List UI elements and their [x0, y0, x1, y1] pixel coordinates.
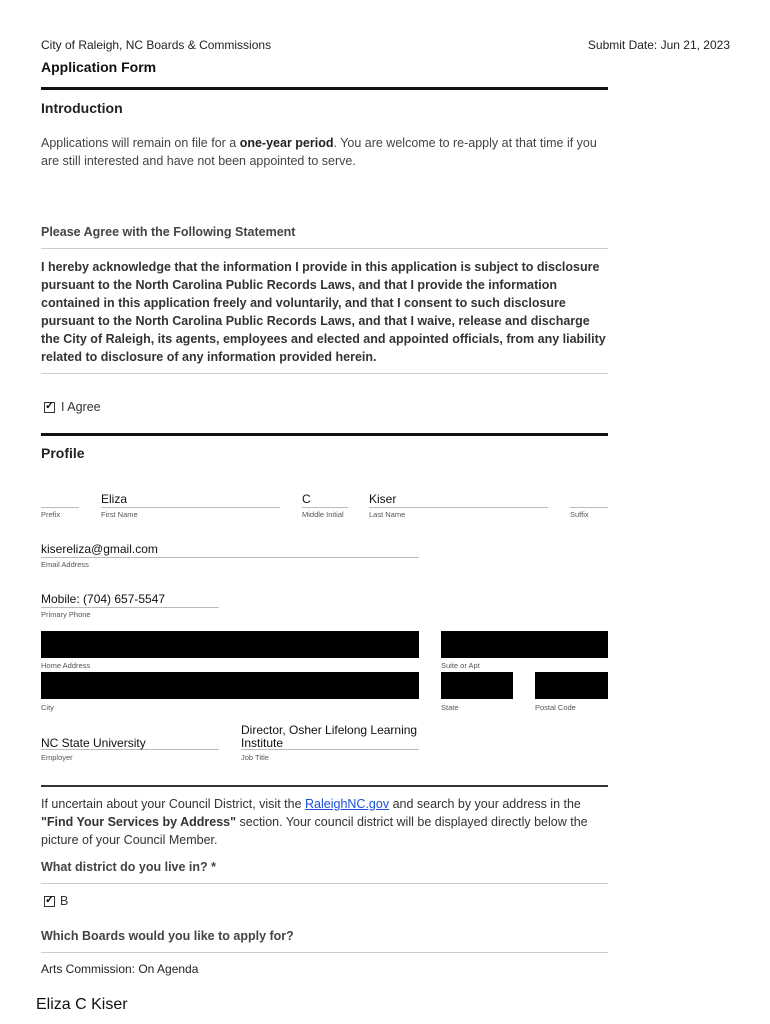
suffix-field[interactable]: [570, 492, 608, 508]
intro-text: [41, 134, 608, 170]
suffix-label: Suffix: [570, 510, 589, 519]
middle-initial-label: Middle Initial: [302, 510, 344, 519]
section-divider: [41, 248, 608, 249]
district-answer-row[interactable]: [44, 894, 68, 908]
section-divider: [41, 883, 608, 884]
intro-text-after: . You are welcome to re-apply at that time if you are still interested and have not been appointed to serve.: [41, 136, 597, 168]
form-title: Application Form: [41, 59, 157, 75]
suite-label: Suite or Apt: [441, 661, 480, 670]
email-label: Email Address: [41, 560, 89, 569]
phone-label: Primary Phone: [41, 610, 91, 619]
agree-checkbox-label: I Agree: [61, 400, 101, 414]
boards-answer: Arts Commission: On Agenda: [41, 962, 199, 976]
section-divider: [41, 87, 608, 90]
boards-question: Which Boards would you like to apply for?: [41, 929, 294, 943]
postal-redacted: [535, 672, 608, 699]
agree-checkbox-row[interactable]: [44, 400, 101, 414]
first-name-label: First Name: [101, 510, 138, 519]
district-help-text: [41, 795, 613, 849]
section-divider: [41, 373, 608, 374]
intro-text-bold: one-year period: [239, 136, 334, 150]
section-divider: [41, 785, 608, 787]
middle-initial-field[interactable]: C: [302, 492, 348, 508]
last-name-field[interactable]: Kiser: [369, 492, 548, 508]
city-label: City: [41, 703, 54, 712]
home-address-label: Home Address: [41, 661, 91, 670]
district-question: What district do you live in? *: [41, 860, 217, 874]
section-divider: [41, 433, 608, 436]
employer-label: Employer: [41, 753, 73, 762]
prefix-field[interactable]: [41, 492, 79, 508]
state-label: State: [441, 703, 459, 712]
phone-field[interactable]: Mobile: (704) 657-5547: [41, 592, 219, 608]
submit-date: Submit Date: Jun 21, 2023: [587, 38, 730, 52]
prefix-label: Prefix: [41, 510, 61, 519]
intro-heading: Introduction: [41, 100, 123, 116]
district-text-bold: "Find Your Services by Address": [41, 815, 237, 829]
first-name-field[interactable]: Eliza: [101, 492, 280, 508]
job-title-label: Job Title: [241, 753, 269, 762]
city-redacted: [41, 672, 419, 699]
postal-label: Postal Code: [535, 703, 576, 712]
intro-text-before: Applications will remain on file for a: [41, 136, 240, 150]
checkbox-checked-icon[interactable]: [44, 896, 55, 907]
footer-applicant-name: Eliza C Kiser: [36, 996, 128, 1013]
raleighnc-link[interactable]: RaleighNC.gov: [305, 797, 390, 811]
employer-field[interactable]: NC State University: [41, 736, 219, 750]
suite-redacted: [441, 631, 608, 658]
job-title-field[interactable]: Director, Osher Lifelong Learning Institute: [241, 723, 418, 750]
district-answer: B: [60, 894, 69, 908]
agree-heading: Please Agree with the Following Statement: [41, 225, 296, 239]
state-redacted: [441, 672, 513, 699]
profile-heading: Profile: [41, 445, 85, 461]
org-name: City of Raleigh, NC Boards & Commissions: [41, 38, 272, 52]
agree-statement: I hereby acknowledge that the information I provide in this application is subject to disclosure pursuant to the North Carolina Public Records Laws, and that I provide the information contained in this application freely and voluntarily, and that I consent to such disclosure pursuant to the North Carolina Public Records Laws, and that I waive, release and discharge the City of Raleigh, its agents, employees and elected and appointed officials, from any liability related to disclosure of any information provided herein.: [41, 260, 606, 364]
last-name-label: Last Name: [369, 510, 406, 519]
email-field[interactable]: kisereliza@gmail.com: [41, 542, 419, 558]
district-text-after: section. Your council district will be displayed directly below the picture of your Council Member.: [41, 815, 588, 847]
district-text-before: If uncertain about your Council District, visit the: [41, 797, 306, 811]
home-address-redacted: [41, 631, 419, 658]
district-text-middle: and search by your address in the: [389, 797, 581, 811]
checkbox-checked-icon[interactable]: [44, 402, 55, 413]
section-divider: [41, 952, 608, 953]
